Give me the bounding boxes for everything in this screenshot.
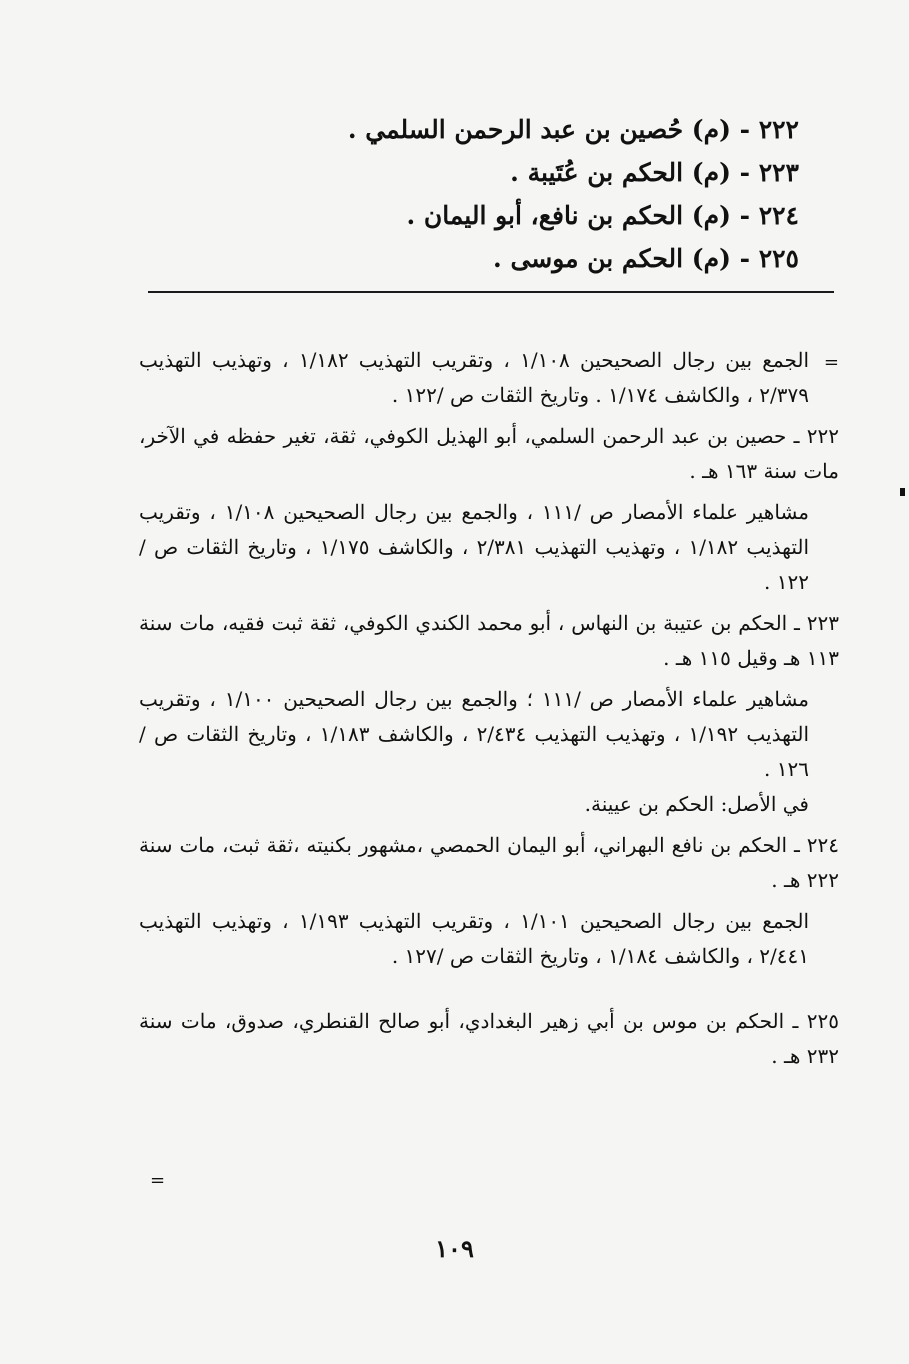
- footnotes: [139, 343, 839, 1074]
- footnote-224-head: ٢٢٤ ـ الحكم بن نافع البهراني، أبو اليمان الحمصي ،مشهور بكنيته ،ثقة ثبت، مات سنة ٢٢٢ هـ .: [139, 833, 839, 892]
- footnote-225-head: ٢٢٥ ـ الحكم بن موس بن أبي زهير البغدادي، أبو صالح القنطري، صدوق، مات سنة ٢٣٢ هـ .: [139, 1009, 839, 1068]
- continue-marker: =: [150, 1170, 166, 1191]
- footnote-223-note: في الأصل: الحكم بن عيينة.: [584, 792, 809, 816]
- main-entry-223: ٢٢٣ - (م) الحكم بن عُتَيبة .: [510, 158, 799, 187]
- main-entry-224: ٢٢٤ - (م) الحكم بن نافع، أبو اليمان .: [406, 201, 799, 230]
- footnote-carry: الجمع بين رجال الصحيحين ١/١٠٨ ، وتقريب التهذيب ١/١٨٢ ، وتهذيب التهذيب ٢/٣٧٩ ، والكاشف ١/١٧٤ . وتاريخ الثقات ص /١٢٢ .: [139, 348, 810, 407]
- footnote-223-refs: مشاهير علماء الأمصار ص /١١١ ؛ والجمع بين رجال الصحيحين ١/١٠٠ ، وتقريب التهذيب ١/١٩٢ ، وتهذيب التهذيب ٢/٤٣٤ ، والكاشف ١/١٨٣ ، وتاريخ الثقات ص /١٢٦ .: [139, 687, 810, 781]
- footnote-223-head: ٢٢٣ ـ الحكم بن عتيبة بن النهاس ، أبو محمد الكندي الكوفي، ثقة ثبت فقيه، مات سنة ١١٣ هـ وقيل ١١٥ هـ .: [139, 611, 839, 670]
- footnote-224-refs: الجمع بين رجال الصحيحين ١/١٠١ ، وتقريب التهذيب ١/١٩٣ ، وتهذيب التهذيب ٢/٤٤١ ، والكاشف ١/١٨٤ ، وتاريخ الثقات ص /١٢٧ .: [139, 909, 810, 968]
- page-number: ١٠٩: [435, 1234, 474, 1263]
- main-entry-225: ٢٢٥ - (م) الحكم بن موسى .: [493, 244, 799, 273]
- footnote-222-refs: مشاهير علماء الأمصار ص /١١١ ، والجمع بين رجال الصحيحين ١/١٠٨ ، وتقريب التهذيب ١/١٨٢ ، وتهذيب التهذيب ٢/٣٨١ ، والكاشف ١/١٧٥ ، وتاريخ الثقات ص /١٢٢ .: [139, 500, 810, 594]
- footnote-222-head: ٢٢٢ ـ حصين بن عبد الرحمن السلمي، أبو الهذيل الكوفي، ثقة، تغير حفظه في الآخر، مات سنة ١٦٣ هـ .: [139, 424, 839, 483]
- carry-marker: =: [823, 352, 839, 373]
- main-entry-222: ٢٢٢ - (م) حُصين بن عبد الرحمن السلمي .: [347, 115, 799, 144]
- main-entry-list: [347, 108, 799, 280]
- footnote-separator: [148, 291, 834, 293]
- margin-mark: [900, 488, 905, 496]
